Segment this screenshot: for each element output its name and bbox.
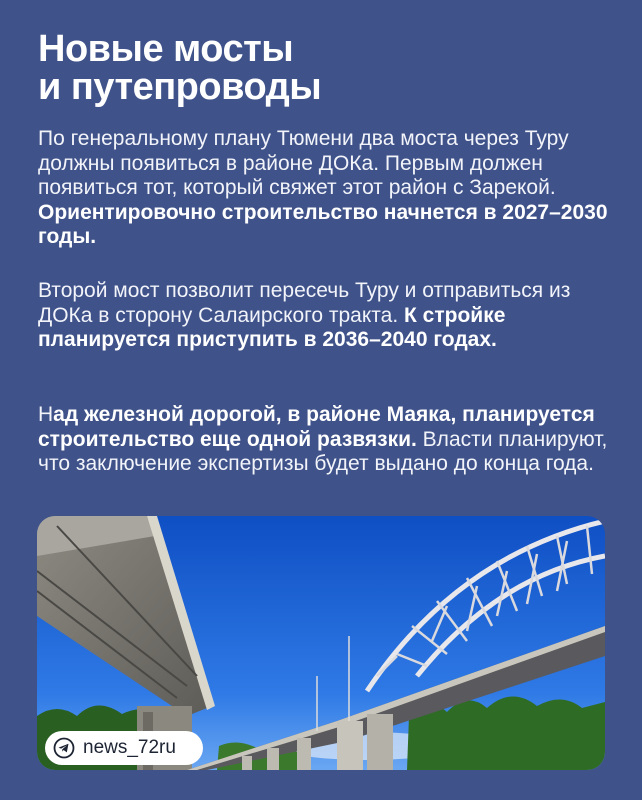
paragraph-2 <box>38 279 608 353</box>
paragraph-3-text: Власти планируют, что заключение экспертизы будет выдано до конца года. <box>38 427 608 475</box>
paragraph-1 <box>38 127 608 250</box>
source-badge[interactable] <box>45 731 203 765</box>
paragraph-3-bold: ад железной дорогой, в районе Маяка, планируется строительство еще одной развязки. <box>38 403 595 451</box>
paragraph-1-text: По генеральному плану Тюмени два моста через Туру должны появиться в районе ДОКа. Первым должен появиться тот, который свяжет этот район с Зарекой. <box>38 127 569 199</box>
paragraph-2-bold: К стройке планируется приступить в 2036–2040 годах. <box>38 303 506 351</box>
paragraph-3-lead: Н <box>38 403 54 426</box>
title-line-2: и путепроводы <box>38 66 322 108</box>
paragraph-3 <box>38 403 608 477</box>
title-line-1: Новые мосты <box>38 28 294 70</box>
paragraph-1-bold: Ориентировочно строительство начнется в 2027–2030 годы. <box>38 200 608 248</box>
post-title <box>38 30 608 106</box>
paragraph-2-text: Второй мост позволит пересечь Туру и отправиться из ДОКа в сторону Салаирского тракта. <box>38 279 571 327</box>
source-label: news_72ru <box>83 737 176 758</box>
telegram-icon <box>53 737 75 759</box>
